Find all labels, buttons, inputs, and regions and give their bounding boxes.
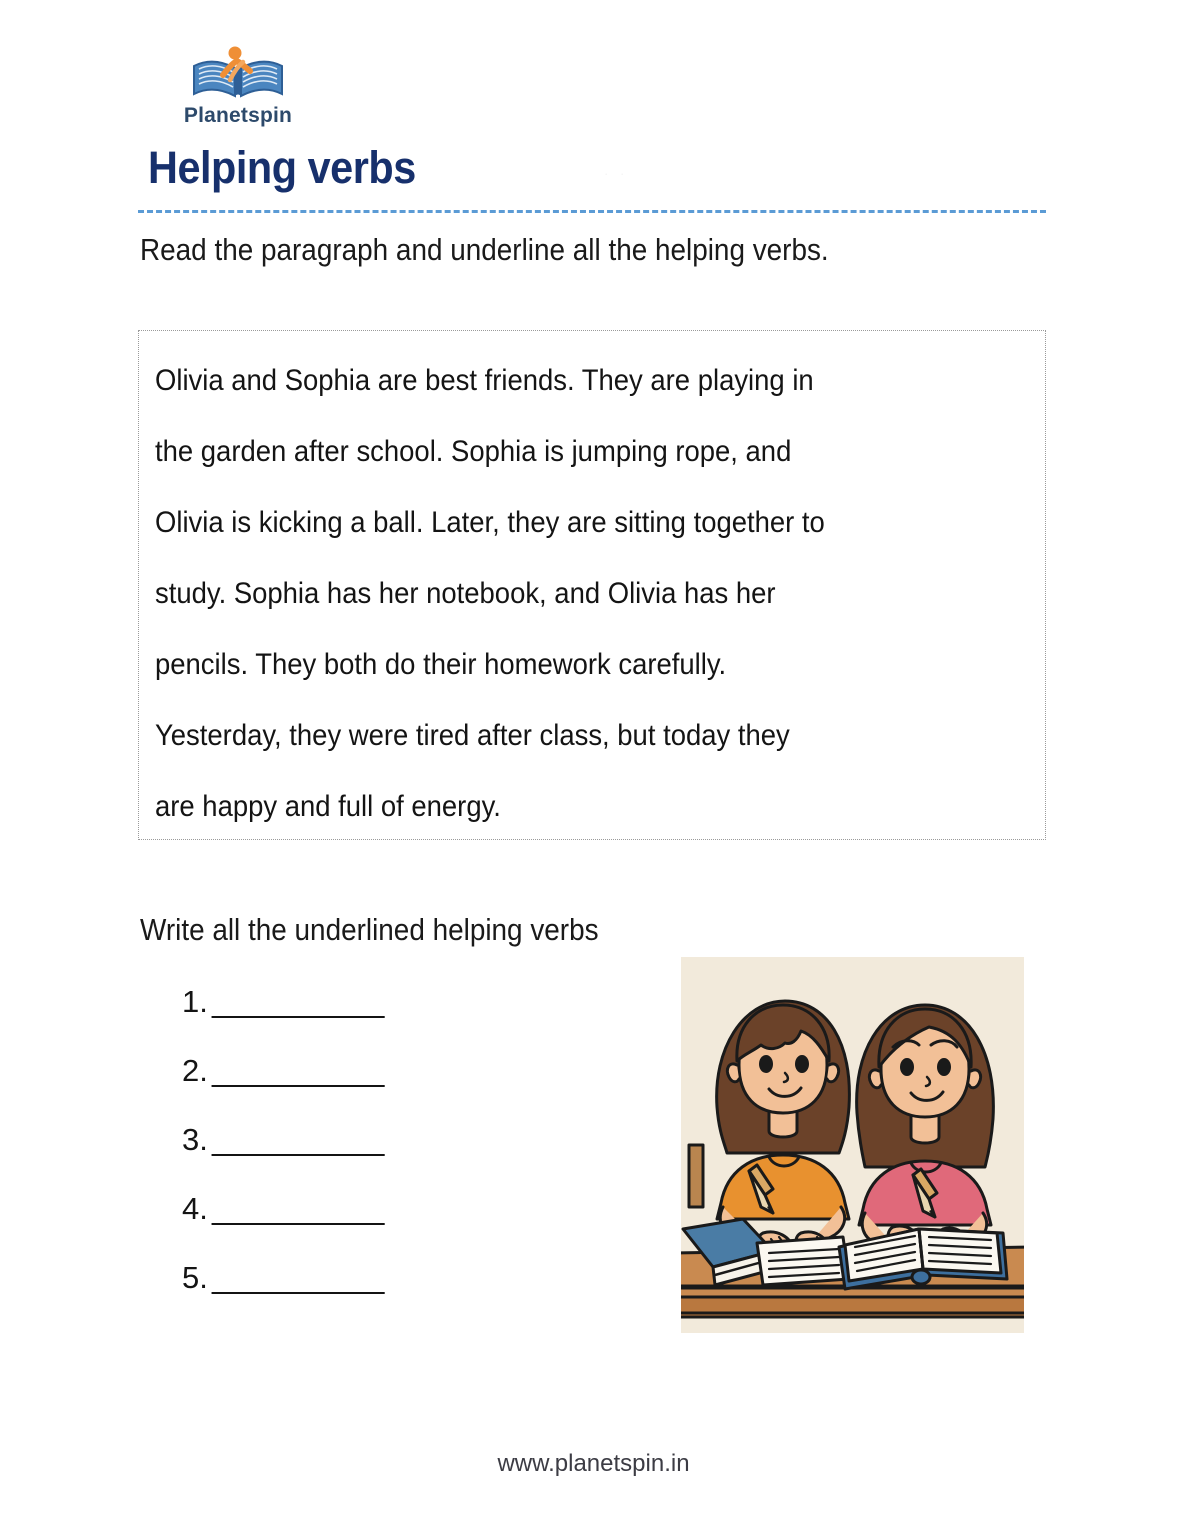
- page-title: Helping verbs: [148, 142, 416, 193]
- paragraph-line: pencils. They both do their homework carefully.: [155, 648, 727, 681]
- answer-row[interactable]: [182, 1193, 442, 1262]
- answer-blank-line[interactable]: __________: [212, 1122, 385, 1157]
- title-ghost-mark: · ·: [604, 166, 629, 181]
- paragraph-line: the garden after school. Sophia is jumping rope, and: [155, 435, 792, 468]
- paragraph-text: [155, 345, 960, 842]
- answer-blank-line[interactable]: __________: [212, 1053, 385, 1088]
- paragraph-line: Olivia and Sophia are best friends. They are playing in: [155, 364, 814, 397]
- answer-blank-line[interactable]: __________: [212, 1260, 385, 1295]
- instruction-write: Write all the underlined helping verbs: [140, 912, 599, 947]
- answer-number: 3.: [182, 1122, 208, 1157]
- paragraph-line: Olivia is kicking a ball. Later, they are sitting together to: [155, 506, 825, 539]
- illustration-two-girls-studying: [681, 957, 1024, 1333]
- paragraph-line: Yesterday, they were tired after class, but today they: [155, 719, 790, 752]
- answer-blank-line[interactable]: __________: [212, 984, 385, 1019]
- answer-blank-line[interactable]: __________: [212, 1191, 385, 1226]
- title-divider: [138, 210, 1046, 213]
- answer-row[interactable]: [182, 1262, 442, 1331]
- paragraph-line: are happy and full of energy.: [155, 790, 501, 823]
- answer-row[interactable]: [182, 986, 442, 1055]
- paragraph-line: study. Sophia has her notebook, and Olivia has her: [155, 577, 776, 610]
- answer-list: [182, 986, 442, 1331]
- study-scene-svg: [681, 957, 1024, 1333]
- brand-wordmark: Planetspin: [183, 104, 293, 127]
- answer-number: 5.: [182, 1260, 208, 1295]
- answer-row[interactable]: [182, 1124, 442, 1193]
- open-book-with-figure-icon: [190, 44, 286, 102]
- footer-website: www.planetspin.in: [497, 1450, 690, 1477]
- brand-logo: [148, 44, 328, 126]
- paragraph-box: [138, 330, 1046, 840]
- answer-number: 4.: [182, 1191, 208, 1226]
- answer-number: 2.: [182, 1053, 208, 1088]
- answer-number: 1.: [182, 984, 208, 1019]
- instruction-read: Read the paragraph and underline all the helping verbs.: [140, 232, 829, 267]
- answer-row[interactable]: [182, 1055, 442, 1124]
